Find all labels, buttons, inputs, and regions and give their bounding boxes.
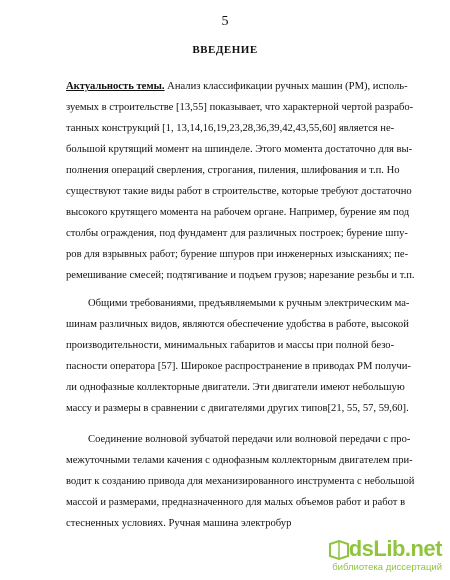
text-line: массу и размеры в сравнении с двигателями других типов[21, 55, 57, 59,60]. [66,403,409,414]
lead-term: Актуальность темы. [66,81,165,92]
text-line: межуточными телами качения с однофазным коллекторным двигателем при- [66,455,413,466]
text-line: Актуальность темы. Анализ классификации ручных машин (РМ), исполь- [66,81,408,92]
text-line: большой крутящий момент на шпинделе. Этого момента достаточно для вы- [66,144,413,155]
page-number: 5 [221,14,229,29]
section-heading: ВВЕДЕНИЕ [192,44,258,56]
text-line: ремешивание смесей; подтягивание и подъем грузов; нарезание резьбы и т.п. [66,270,415,281]
text-line: массой и размерами, предназначенного для малых объемов работ и работ в [66,497,406,508]
text-line: высокого крутящего момента на рабочем органе. Например, бурение ям под [66,207,410,218]
text-line: ров для взрывных работ; бурение шпуров при инженерных изысканиях; пе- [66,249,409,260]
text-line: водит к созданию привода для механизированного инструмента с небольшой [66,476,415,487]
text-line: пасности оператора [57]. Широкое распространение в приводах РМ получи- [66,361,411,372]
text-line: Соединение волновой зубчатой передачи или волновой передачи с про- [88,434,411,445]
text-line: ли однофазные коллекторные двигатели. Эти двигатели имеют небольшую [66,382,405,393]
watermark-logo: dsLib.net [348,536,442,561]
text-line: столбы ограждения, под фундамент для различных построек; бурение шпу- [66,228,408,239]
text-line: полнения операций сверления, строгания, пиления, шлифования и т.п. Но [66,165,400,176]
watermark-subtitle: библиотека диссертаций [332,562,442,573]
watermark [324,536,442,574]
text-line: производительности, минимальных габаритов и массы при полной безо- [66,340,395,351]
text-line: зуемых в строительстве [13,55] показывает, что характерной чертой разрабо- [66,102,414,113]
text-line: существуют такие виды работ в строительстве, которые требуют достаточно [66,186,412,197]
dslib-logo-icon [328,540,350,560]
text-line: стесненных условиях. Ручная машина электробур [66,518,292,529]
text-line: Общими требованиями, предъявляемыми к ручным электрическим ма- [88,298,410,309]
text-line: шинам различных видов, являются обеспечение удобства в работе, высокой [66,319,409,330]
text-line: танных конструкций [1, 13,14,16,19,23,28,36,39,42,43,55,60] является не- [66,123,395,134]
